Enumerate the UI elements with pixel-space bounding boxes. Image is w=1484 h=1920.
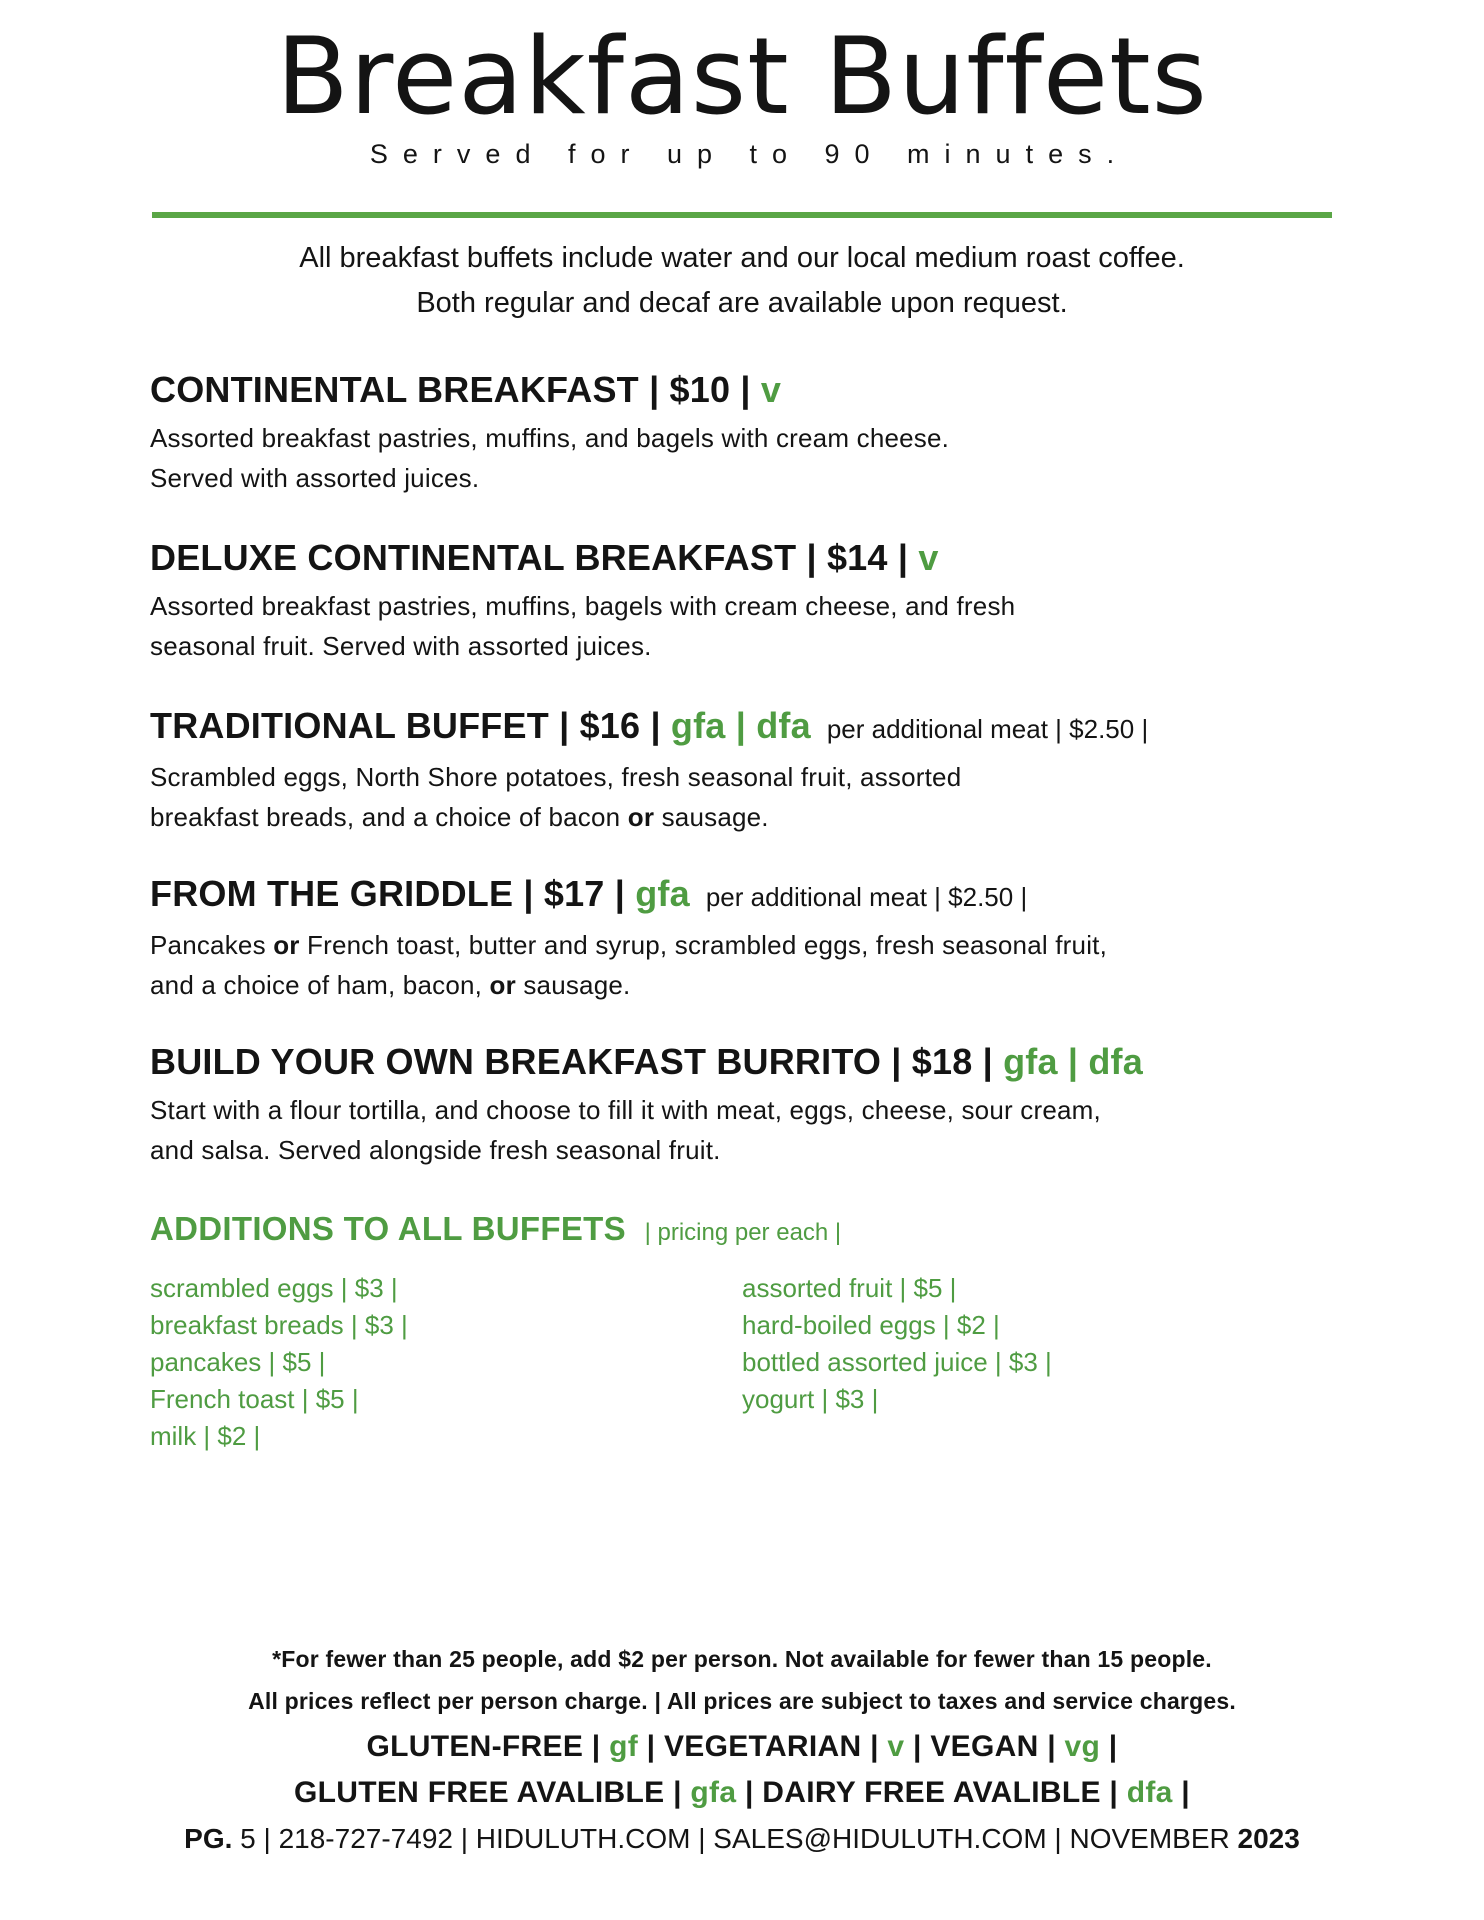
section-dietary-tags: gfa | dfa xyxy=(670,705,811,746)
section-dietary-tags: v xyxy=(760,369,782,410)
section-heading xyxy=(150,872,1440,919)
page-contact-line xyxy=(0,1818,1484,1860)
dietary-legend-line-1 xyxy=(0,1724,1484,1770)
header-divider xyxy=(152,212,1332,218)
text-segment: | DAIRY FREE AVALIBLE | xyxy=(736,1776,1127,1809)
section-description-line xyxy=(150,586,1440,626)
section-dietary-tags: gfa | dfa xyxy=(1003,1041,1143,1082)
additions-left-column xyxy=(150,1270,742,1455)
emphasized-text: PG. xyxy=(184,1823,233,1854)
text-segment: French toast, butter and syrup, scrambled eggs, fresh seasonal fruit, xyxy=(299,930,1108,960)
section-addl-meat-note: per additional meat | $2.50 | xyxy=(826,714,1149,744)
text-segment: and salsa. Served alongside fresh seasonal fruit. xyxy=(150,1135,721,1165)
text-segment: | VEGETARIAN | xyxy=(638,1730,888,1763)
additions-section xyxy=(150,1208,1440,1455)
text-segment: Scrambled eggs, North Shore potatoes, fresh seasonal fruit, assorted xyxy=(150,762,962,792)
section-description-line xyxy=(150,1090,1440,1130)
text-segment: | xyxy=(1172,1776,1190,1809)
footer xyxy=(0,1638,1484,1860)
emphasized-text: or xyxy=(489,970,516,1000)
text-segment: Pancakes xyxy=(150,930,274,960)
text-segment: GLUTEN-FREE | xyxy=(366,1730,610,1763)
dietary-legend-line-2 xyxy=(0,1770,1484,1816)
page-title: Breakfast Buffets xyxy=(276,15,1208,138)
text-segment: Assorted breakfast pastries, muffins, bagels with cream cheese, and fresh xyxy=(150,591,1016,621)
section-description xyxy=(150,925,1440,1005)
text-segment: breakfast breads, and a choice of bacon xyxy=(150,802,628,832)
section-heading xyxy=(150,1040,1440,1084)
emphasized-text: or xyxy=(627,802,655,832)
emphasized-text: 2023 xyxy=(1237,1823,1300,1854)
section-name-and-price: TRADITIONAL BUFFET | $16 | xyxy=(150,705,671,746)
menu-section xyxy=(150,872,1440,1040)
section-heading xyxy=(150,704,1440,751)
dietary-tag: gfa xyxy=(690,1776,737,1809)
section-name-and-price: CONTINENTAL BREAKFAST | $10 | xyxy=(150,369,761,410)
additions-heading-row xyxy=(150,1208,1440,1254)
menu-section xyxy=(150,1040,1440,1208)
addition-item: yogurt | $3 | xyxy=(742,1384,879,1414)
addition-item: bottled assorted juice | $3 | xyxy=(742,1347,1052,1377)
text-segment: Assorted breakfast pastries, muffins, and bagels with cream cheese. xyxy=(150,423,950,453)
text-segment: Start with a flour tortilla, and choose to fill it with meat, eggs, cheese, sour cream, xyxy=(150,1095,1101,1125)
section-addl-meat-note: per additional meat | $2.50 | xyxy=(705,882,1028,912)
addition-item: assorted fruit | $5 | xyxy=(742,1273,957,1303)
addition-item: French toast | $5 | xyxy=(150,1384,359,1414)
section-description-line xyxy=(150,458,1440,498)
emphasized-text: or xyxy=(273,930,300,960)
section-description xyxy=(150,418,1440,498)
section-description-line xyxy=(150,418,1440,458)
dietary-tag: dfa xyxy=(1126,1776,1173,1809)
section-heading xyxy=(150,368,1440,412)
section-dietary-tags: v xyxy=(918,537,939,578)
menu-section xyxy=(150,536,1440,704)
addition-item: hard-boiled eggs | $2 | xyxy=(742,1310,1000,1340)
section-description-line xyxy=(150,965,1440,1005)
text-segment: sausage. xyxy=(654,802,769,832)
section-heading xyxy=(150,536,1440,580)
dietary-tag: v xyxy=(887,1730,905,1763)
intro-line: All breakfast buffets include water and our local medium roast coffee. xyxy=(299,242,1185,274)
menu-section xyxy=(150,704,1440,872)
menu-sections xyxy=(150,368,1440,1208)
text-segment: sausage. xyxy=(515,970,631,1000)
footer-note-line: All prices reflect per person charge. | All prices are subject to taxes and service charges. xyxy=(248,1688,1236,1714)
section-name-and-price: DELUXE CONTINENTAL BREAKFAST | $14 | xyxy=(150,537,919,578)
section-description xyxy=(150,757,1440,837)
additions-heading: ADDITIONS TO ALL BUFFETS xyxy=(150,1210,626,1247)
additions-pricing-note: | pricing per each | xyxy=(637,1219,842,1246)
section-description-line xyxy=(150,925,1440,965)
dietary-tag: gf xyxy=(609,1730,639,1763)
text-segment: | xyxy=(1100,1730,1118,1763)
section-description-line xyxy=(150,626,1440,666)
addition-item: breakfast breads | $3 | xyxy=(150,1310,408,1340)
footer-note-line: *For fewer than 25 people, add $2 per person. Not available for fewer than 15 people. xyxy=(272,1646,1212,1672)
intro-text xyxy=(0,236,1484,326)
section-dietary-tags: gfa xyxy=(635,873,690,914)
text-segment: GLUTEN FREE AVALIBLE | xyxy=(294,1776,691,1809)
text-segment: | VEGAN | xyxy=(904,1730,1065,1763)
text-segment: and a choice of ham, bacon, xyxy=(150,970,490,1000)
menu-section xyxy=(150,368,1440,536)
intro-line: Both regular and decaf are available upon request. xyxy=(416,287,1068,319)
additions-right-column xyxy=(742,1270,1052,1455)
section-description-line xyxy=(150,1130,1440,1170)
addition-item: pancakes | $5 | xyxy=(150,1347,326,1377)
section-description xyxy=(150,1090,1440,1170)
text-segment: Served with assorted juices. xyxy=(150,463,480,493)
section-description-line xyxy=(150,797,1440,837)
text-segment: seasonal fruit. Served with assorted juices. xyxy=(150,631,652,661)
addition-item: milk | $2 | xyxy=(150,1421,261,1451)
section-description xyxy=(150,586,1440,666)
dietary-tag: vg xyxy=(1064,1730,1101,1763)
additions-columns xyxy=(150,1270,1440,1455)
section-description-line xyxy=(150,757,1440,797)
text-segment: 5 | 218-727-7492 | HIDULUTH.COM | SALES@HIDULUTH.COM | NOVEMBER xyxy=(232,1823,1238,1854)
section-name-and-price: BUILD YOUR OWN BREAKFAST BURRITO | $18 | xyxy=(150,1041,1004,1082)
addition-item: scrambled eggs | $3 | xyxy=(150,1273,398,1303)
page-subtitle: Served for up to 90 minutes. xyxy=(369,139,1130,169)
section-name-and-price: FROM THE GRIDDLE | $17 | xyxy=(150,873,636,914)
